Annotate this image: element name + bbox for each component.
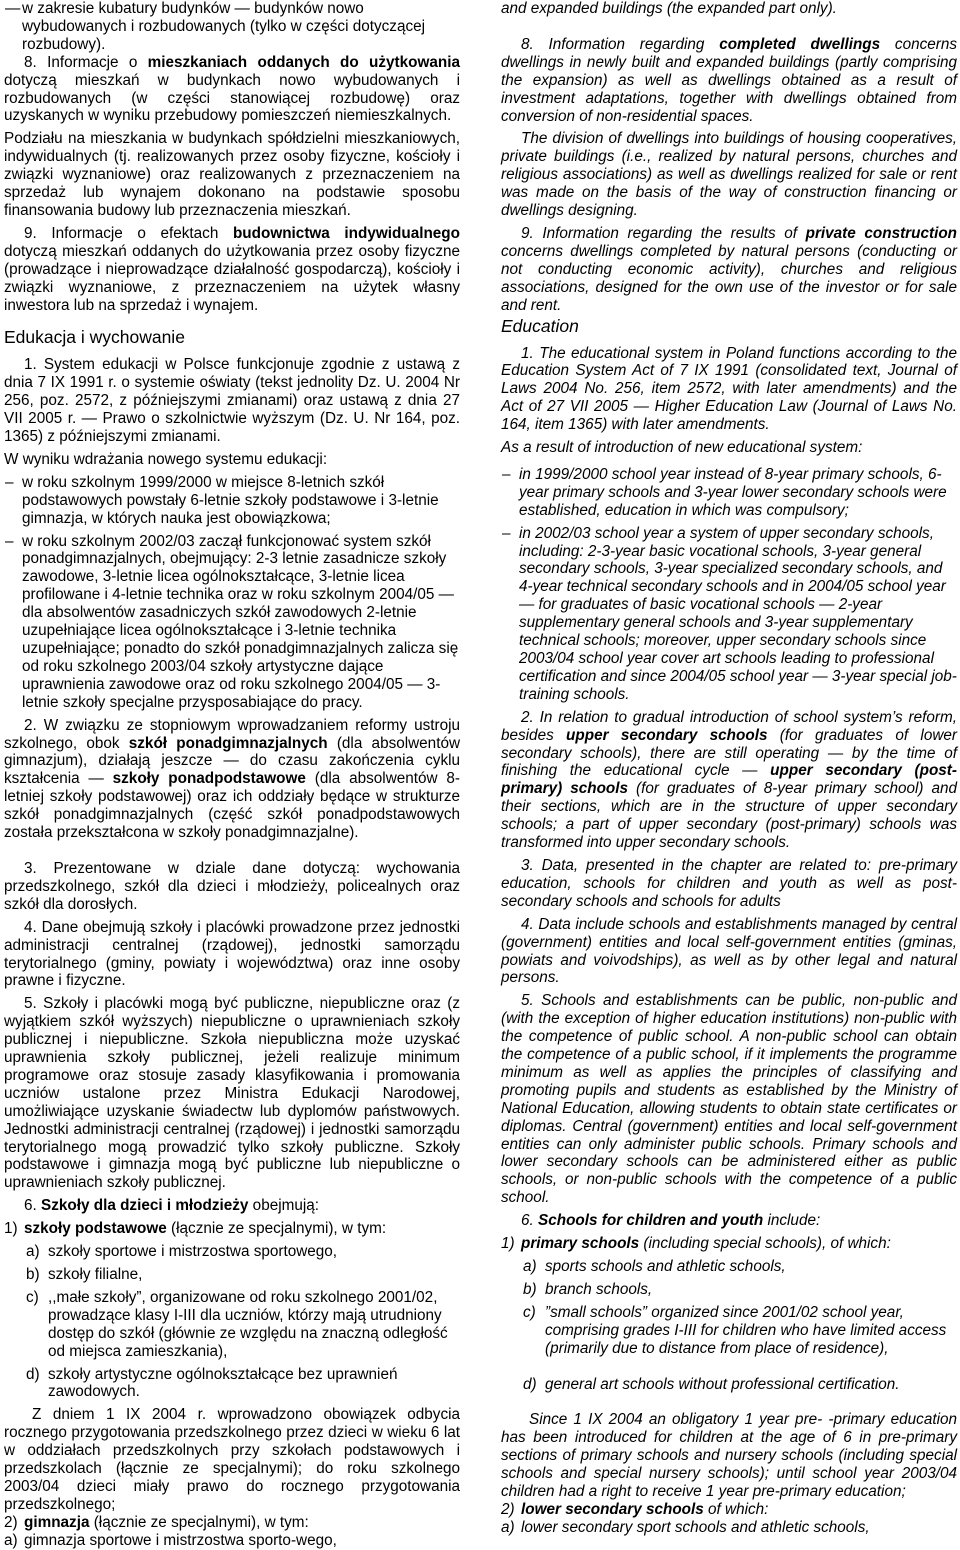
sub-item-d-en: d) general art schools without professional certification. — [523, 1375, 900, 1393]
education-point-6: 6. Szkoły dla dzieci i młodzieży obejmują: — [24, 1197, 320, 1215]
education-point-3-en: 3. Data, presented in the chapter are related to: pre-primary education, schools for children and youth as well as post-secondary schools and schools for adults — [501, 856, 958, 910]
education-point-1: 1. System edukacji w Polsce funkcjonuje zgodnie z ustawą z dnia 7 IX 1991 r. o systemie oświaty (tekst jednolity Dz. U. 2004 Nr 256, poz. 2572, z późniejszymi zmianami) oraz ustawą z dnia 27 VII 2005 r. — Prawo o szkolnictwie wyższym (Dz. U. Nr 164, poz. 1365) z późniejszymi zmianami. — [4, 356, 460, 446]
paragraph-9-en: 9. Information regarding the results of private construction concerns dwellings completed by natural persons (conducting or not conducting economic activity), churches and religious associations, designed for the own use of the investor or for sale and rent. — [501, 224, 958, 314]
section-heading: Edukacja i wychowanie — [4, 327, 185, 348]
sub-item-2a-en: a) lower secondary sport schools and athletic schools, — [501, 1518, 870, 1536]
education-point-3: 3. Prezentowane w dziale dane dotyczą: wychowania przedszkolnego, szkół dla dzieci i młodzieży, policealnych oraz szkół dla dorosłych. — [4, 859, 460, 913]
paragraph-9: 9. Informacje o efektach budownictwa indywidualnego dotyczą mieszkań oddanych do użytkowania przez osoby fizyczne (prowadzące i nieprowadzące działalność gospodarczą), kościoły i związki wyznaniowe, z przeznaczeniem na użytek własny inwestora lub na sprzedaż i wynajem. — [4, 224, 460, 314]
paragraph-8: 8. Informacje o mieszkaniach oddanych do użytkowania dotyczą mieszkań w budynkach nowo wybudowanych i rozbudowanych (w części stanowiącej rozbudowę) oraz uzyskanych w wyniku przebudowy pomieszczeń niemieszkalnych. — [4, 53, 461, 125]
education-point-6-en: 6. Schools for children and youth include: — [521, 1212, 821, 1230]
sub-item-a-en: a) sports schools and athletic schools, — [523, 1258, 786, 1275]
list-item-1: 1) szkoły podstawowe (łącznie ze specjalnymi), w tym: — [4, 1220, 387, 1238]
english-column — [501, 0, 957, 1537]
section-heading-en: Education — [501, 315, 579, 336]
education-point-1-en: 1. The educational system in Poland functions according to the Education System Act of 7 IX 1991 (consolidated text, Journal of Laws 2004 No. 256, item 2572, with later amendments) and the Act of 27 VII 2005 — Higher Education Law (Journal of Laws No. 164, item 1365) with later amendments. — [501, 344, 957, 434]
education-intro-en: As a result of introduction of new educational system: — [501, 439, 863, 457]
dash-item-1: – w roku szkolnym 1999/2000 w miejsce 8-letnich szkół podstawowych powstały 6-letnie szkoły podstawowe i 3-letnie gimnazja, w których nauka jest obowiązkowa; — [5, 473, 439, 527]
sub-item-c-en: c) ”small schools” organized since 2001/02 school year, comprising grades I-III for children who have limited access (primarily due to distance from place of residence), — [523, 1303, 947, 1357]
education-point-2-en: 2. In relation to gradual introduction of school system’s reform, besides upper secondary schools (for graduates of lower secondary schools), there are still operating — by the time of finishing the educational cycle — upper secondary (post-primary) schools (for graduates of 8-year primary school) and their sections, which are in the structure of upper secondary schools; a part of upper secondary (post-primary) schools was transformed into upper secondary schools. — [501, 708, 958, 852]
list-item-1-en: 1) primary schools (including special schools), of which: — [501, 1235, 891, 1253]
sub-item-b-en: b) branch schools, — [523, 1280, 653, 1298]
bullet-dash: — — [5, 0, 21, 17]
education-point-4: 4. Dane obejmują szkoły i placówki prowadzone przez jednostki administracji centralnej (rządowej), jednostki samorządu terytorialnego (gminy, powiaty i województwa) oraz inne osoby prawne i fizyczne. — [4, 918, 461, 990]
bullet-dash: – — [502, 524, 511, 542]
preschool-paragraph: Z dniem 1 IX 2004 r. wprowadzono obowiązek odbycia rocznego przygotowania przedszkolnego przez dzieci w wieku 6 lat w oddziałach przedszkolnych przy szkołach podstawowych i przedszkolach (łącznie ze specjalnymi); do roku szkolnego 2003/04 dzieci miały prawo do rocznego przygotowania przedszkolnego; — [4, 1406, 460, 1513]
bullet-dash: – — [5, 473, 14, 491]
sub-item-c: c) ,,małe szkoły”, organizowane od roku szkolnego 2001/02, prowadzące klasy I-III dla uczniów, którzy mają utrudniony dostęp do szkół (głównie ze względu na znaczną odległość od miejsca zamieszkania), — [26, 1288, 448, 1360]
dash-item-2-en: – in 2002/03 school year a system of upper secondary schools, including: 2-3-year basic vocational schools, 3-year general secondary schools, 3-year specialized secondary schools, and 4-year technical secondary schools and in 2004/05 school year — for graduates of basic vocational schools — 2-year supplementary general schools and 3-year supplementary technical schools; moreover, upper secondary schools since 2003/04 school year cover art schools leading to professional certification and since 2004/05 school year — 3-year special job-training schools. — [502, 524, 957, 703]
paragraph-8b: Podziału na mieszkania w budynkach spółdzielni mieszkaniowych, indywidualnych (tj. realizowanych przez osoby fizyczne, kościoły i związki wyznaniowe) oraz realizowanych z przeznaczeniem na sprzedaż lub wynajem dokonano na podstawie sposobu finansowania budowy lub przeznaczenia mieszkań. — [4, 130, 460, 219]
sub-item-a: a) szkoły sportowe i mistrzostwa sportowego, — [26, 1243, 338, 1261]
top-continued: and expanded buildings (the expanded part only). — [501, 0, 837, 17]
list-item-2-en: 2) lower secondary schools of which: — [501, 1500, 769, 1518]
education-intro: W wyniku wdrażania nowego systemu edukacji: — [4, 450, 328, 468]
dash-item-continued: — w zakresie kubatury budynków — budynków nowo wybudowanych i rozbudowanych (tylko w części dotyczącej rozbudowy). — [5, 0, 425, 53]
education-point-5: 5. Szkoły i placówki mogą być publiczne, niepubliczne oraz (z wyjątkiem szkół wyższych) niepubliczne o uprawnieniach szkoły publicznej i niepubliczne. Szkoła niepubliczna może uzyskać uprawnienia szkoły publicznej, jeżeli realizuje minimum programowe oraz stosuje zasady klasyfikowania i promowania uczniów ustalone przez Ministra Edukacji Narodowej, umożliwiające uzyskanie świadectw lub dyplomów państwowych. Jednostki administracji centralnej (rządowej) i jednostki samorządu terytorialnego mogą prowadzić tylko szkoły publiczne. Szkoły podstawowe i gimnazja mogą być publiczne lub niepubliczne o uprawnieniach szkoły publicznej. — [4, 995, 461, 1192]
bullet-dash: – — [5, 532, 14, 550]
dash-item-2: – w roku szkolnym 2002/03 zaczął funkcjonować system szkół ponadgimnazjalnych, obejmujący: 2-3 letnie zasadnicze szkoły zawodowe, 3-letnie licea ogólnokształcące, 3-letnie licea profilowane i 4-letnie technika oraz w roku szkolnym 2004/05 — dla absolwentów zasadniczych szkół zawodowych 2-letnie uzupełniające licea ogólnokształcące i 3-letnie technika uzupełniające; ponadto do szkół ponadgimnazjalnych zalicza się od roku szkolnego 2003/04 szkoły artystyczne dające uprawnienia zawodowe oraz od roku szkolnego 2004/05 — 3-letnie szkoły specjalne przysposabiające do pracy. — [5, 532, 459, 711]
education-point-2: 2. W związku ze stopniowym wprowadzaniem reformy ustroju szkolnego, obok szkół ponadgimnazjalnych (dla absolwentów gimnazjum), działają jeszcze — do czasu zakończenia cyklu kształcenia — szkoły ponadpodstawowe (dla absolwentów 8-letniej szkoły podstawowej) oraz ich oddziały będące w strukturze szkół ponadgimnazjalnych (część szkół ponadpodstawowych została przekształcona w szkoły ponadgimnazjalne). — [4, 716, 461, 842]
education-point-4-en: 4. Data include schools and establishments managed by central (government) entities and local self-government entities (gminas, powiats and voivodships), as well as by other legal and natural persons. — [501, 915, 958, 987]
education-point-5-en: 5. Schools and establishments can be public, non-public and (with the exception of higher education institutions) non-public with the competence of public school. A non-public school can obtain the competence of a public school, if it implements the programme minimum as well as applies the principles of classifying and promoting pupils and students as established by the Ministry of National Education, allowing students to obtain state certificates or diplomas. Central (government) entities and local self-government entities can only administer public schools. Primary schools and lower secondary schools can be administered either as public schools, or non-public schools with the competence of a public school. — [501, 992, 957, 1207]
list-item-2: 2) gimnazja (łącznie ze specjalnymi), w tym: — [4, 1513, 309, 1531]
sub-item-d: d) szkoły artystyczne ogólnokształcące bez uprawnień zawodowych. — [26, 1365, 398, 1401]
sub-item-2a: a) gimnazja sportowe i mistrzostwa sporto-wego, — [4, 1531, 337, 1549]
sub-item-b: b) szkoły filialne, — [26, 1266, 143, 1283]
paragraph-8b-en: The division of dwellings into buildings of housing cooperatives, private buildings (i.e., realized by natural persons, churches and religious associations) as well as dwellings realized for sale or rent was made on the basis of the way of construction financing or dwellings designing. — [501, 130, 957, 220]
paragraph-8-en: 8. Information regarding completed dwellings concerns dwellings in newly built and expanded buildings (partly comprising the expansion) as well as dwellings obtained as a result of investment adaptations, together with dwellings obtained from conversion of non-residential spaces. — [501, 35, 958, 125]
bullet-dash: – — [502, 465, 511, 483]
preschool-paragraph-en: Since 1 IX 2004 an obligatory 1 year pre- -primary education has been introduced for children at the age of 6 in pre-primary sections of primary schools and nursery schools (including special schools and special nursery schools); until school year 2003/04 children had a right to receive 1 year pre-primary education; — [501, 1411, 957, 1501]
dash-item-1-en: – in 1999/2000 school year instead of 8-year primary schools, 6-year primary schools and 3-year lower secondary schools were established, education in which was compulsory; — [502, 465, 947, 519]
polish-column — [4, 0, 460, 1550]
